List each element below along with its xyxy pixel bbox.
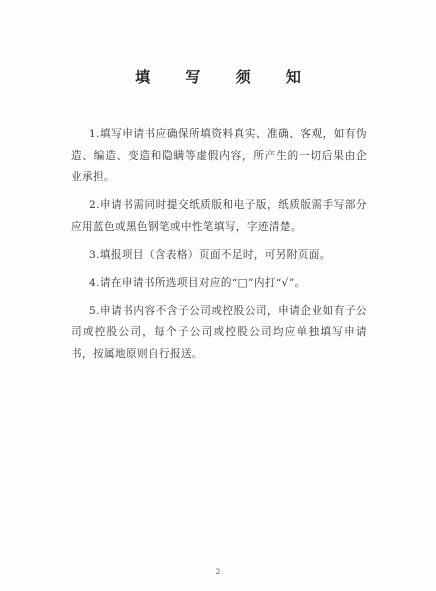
instruction-item-5: 5.申请书内容不含子公司或控股公司，申请企业如有子公司或控股公司，每个子公司或控股公司均应单独填写申请书，按属地原则自行报送。 [71,304,367,360]
instruction-item-4: 4.请在申请书所选项目对应的“□”内打“√”。 [89,276,306,289]
page-number: 2 [215,567,221,576]
instruction-item-3: 3.填报项目（含表格）页面不足时，可另附页面。 [89,248,331,261]
instructions-list [71,124,367,372]
instruction-item-1: 1.填写申请书应确保所填资料真实、准确、客观，如有伪造、编造、变造和隐瞒等虚假内容，所产生的一切后果由企业承担。 [71,128,367,183]
page-title: 填 写 须 知 [135,68,316,86]
instruction-item-2: 2.申请书需同时提交纸质版和电子版，纸质版需手写部分应用蓝色或黑色钢笔或中性笔填写，字迹清楚。 [71,199,367,233]
